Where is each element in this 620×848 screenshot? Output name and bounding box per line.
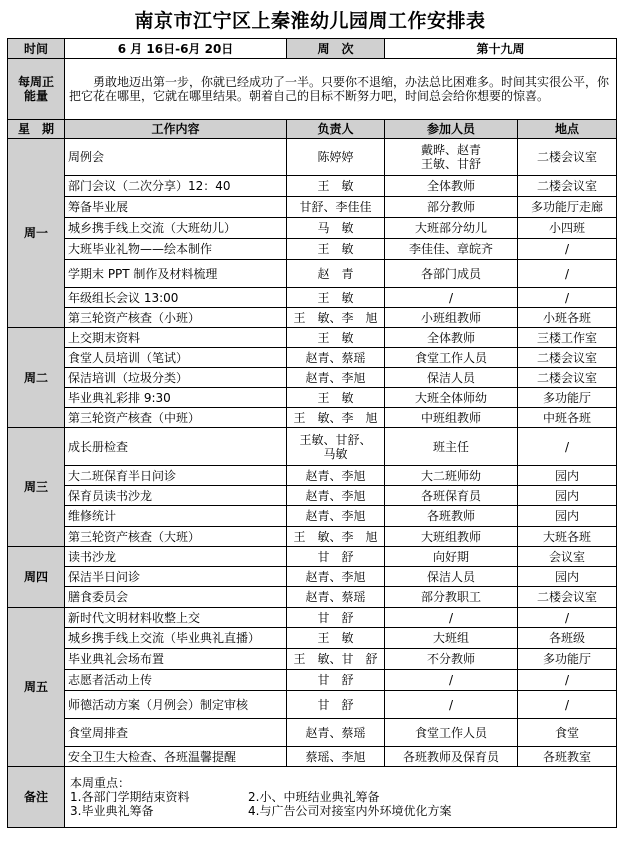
notes-row	[8, 767, 617, 828]
table-row	[8, 608, 617, 628]
table-row	[8, 308, 617, 328]
cell-text: 食堂工作人员	[414, 725, 487, 740]
col-owner: 负责人	[287, 120, 385, 139]
participants-cell	[385, 649, 518, 670]
location-cell: 多功能厅	[518, 388, 617, 408]
table-row	[8, 486, 617, 506]
cell-text: 全体教师	[426, 179, 475, 193]
participants-cell	[385, 428, 518, 466]
notes-line	[70, 804, 611, 818]
location-cell: 园内	[518, 506, 617, 527]
task-cell: 年级组长会议 13:00	[65, 288, 287, 308]
cell-text: 王 敏	[317, 242, 354, 256]
owner-cell	[287, 486, 385, 506]
table-row	[8, 649, 617, 670]
table-row	[8, 587, 617, 608]
table-row	[8, 719, 617, 747]
cell-text: 赵青、蔡瑶	[305, 590, 366, 604]
location-cell: /	[518, 288, 617, 308]
cell-text: /	[448, 610, 454, 625]
cell-text: 王 敏、李 旭	[293, 410, 378, 425]
task-cell: 城乡携手线上交流（大班幼儿）	[65, 218, 287, 239]
location-cell: /	[518, 691, 617, 719]
task-cell: 大二班保育半日问诊	[65, 466, 287, 486]
table-row	[8, 428, 617, 466]
cell-text: 戴晔、赵青 王敏、甘舒	[420, 143, 481, 171]
location-cell: 二楼会议室	[518, 348, 617, 368]
table-row	[8, 388, 617, 408]
task-cell: 成长册检查	[65, 428, 287, 466]
table-row	[8, 466, 617, 486]
cell-text: 赵青、蔡瑶	[305, 725, 366, 740]
owner-cell	[287, 466, 385, 486]
location-cell: 中班各班	[518, 408, 617, 428]
owner-cell	[287, 649, 385, 670]
notes-item: 3.毕业典礼筹备	[70, 804, 154, 818]
participants-cell	[385, 328, 518, 348]
owner-cell	[287, 628, 385, 649]
table-row	[8, 197, 617, 218]
owner-cell	[287, 308, 385, 328]
day-label: 周四	[8, 547, 65, 608]
notes-label: 备注	[8, 767, 65, 828]
location-cell: 园内	[518, 466, 617, 486]
participants-cell	[385, 527, 518, 547]
cell-text: 王 敏、李 旭	[293, 529, 378, 544]
task-cell: 周例会	[65, 139, 287, 176]
owner-cell	[287, 328, 385, 348]
location-cell: 二楼会议室	[518, 139, 617, 176]
schedule-table	[7, 38, 617, 828]
time-label: 时间	[8, 39, 65, 59]
cell-text: 各班教师	[426, 509, 475, 523]
owner-cell	[287, 288, 385, 308]
cell-text: 食堂工作人员	[414, 350, 487, 365]
participants-cell	[385, 486, 518, 506]
cell-text: 各部门成员	[420, 266, 481, 281]
notes-item: 2.小、中班结业典礼筹备	[248, 790, 380, 804]
owner-cell	[287, 139, 385, 176]
cell-text: 王 敏	[317, 290, 354, 305]
cell-text: 王敏、甘舒、 马敏	[299, 432, 372, 461]
owner-cell	[287, 239, 385, 260]
cell-text: 不分教师	[426, 652, 475, 666]
cell-text: 部分教职工	[420, 590, 481, 604]
owner-cell	[287, 348, 385, 368]
owner-cell	[287, 747, 385, 767]
task-cell: 保洁培训（垃圾分类）	[65, 368, 287, 388]
cell-text: 大二班师幼	[420, 468, 481, 483]
cell-text: 班主任	[432, 439, 469, 454]
task-cell: 上交期末资料	[65, 328, 287, 348]
location-cell: 园内	[518, 567, 617, 587]
location-cell: 各班教室	[518, 747, 617, 767]
table-row	[8, 368, 617, 388]
task-cell: 膳食委员会	[65, 587, 287, 608]
participants-cell	[385, 547, 518, 567]
owner-cell	[287, 388, 385, 408]
cell-text: 李佳佳、章皖齐	[408, 242, 493, 256]
notes-heading: 本周重点：	[70, 776, 131, 790]
day-label: 周三	[8, 428, 65, 547]
task-cell: 师德活动方案（月例会）制定审核	[65, 691, 287, 719]
participants-cell	[385, 466, 518, 486]
owner-cell	[287, 670, 385, 691]
location-cell: 各班级	[518, 628, 617, 649]
table-row	[8, 628, 617, 649]
cell-text: 中班组教师	[420, 410, 481, 425]
table-row	[8, 348, 617, 368]
participants-cell	[385, 218, 518, 239]
location-cell: 会议室	[518, 547, 617, 567]
owner-cell	[287, 527, 385, 547]
owner-cell	[287, 691, 385, 719]
location-cell: 大班各班	[518, 527, 617, 547]
table-row	[8, 218, 617, 239]
task-cell: 安全卫生大检查、各班温馨提醒	[65, 747, 287, 767]
location-cell: 小班各班	[518, 308, 617, 328]
task-cell: 学期末 PPT 制作及材料梳理	[65, 260, 287, 288]
table-row	[8, 260, 617, 288]
col-task: 工作内容	[65, 120, 287, 139]
participants-cell	[385, 260, 518, 288]
notes-line	[70, 790, 611, 804]
location-cell: 多功能厅	[518, 649, 617, 670]
task-cell: 保洁半日问诊	[65, 567, 287, 587]
location-cell: 多功能厅走廊	[518, 197, 617, 218]
table-row	[8, 567, 617, 587]
motto-text-cell	[65, 59, 617, 120]
participants-cell	[385, 139, 518, 176]
task-cell: 部门会议（二次分享）12：40	[65, 176, 287, 197]
table-row	[8, 328, 617, 348]
cell-text: 赵青、李旭	[305, 488, 366, 503]
task-cell: 毕业典礼会场布置	[65, 649, 287, 670]
cell-text: 甘 舒	[317, 673, 354, 687]
owner-cell	[287, 176, 385, 197]
location-cell: 食堂	[518, 719, 617, 747]
date-range: 6 月 16日-6月 20日	[65, 39, 287, 59]
owner-cell	[287, 547, 385, 567]
week-value: 第十九周	[385, 39, 617, 59]
page-title: 南京市江宁区上秦淮幼儿园周工作安排表	[134, 10, 486, 32]
table-row	[8, 506, 617, 527]
cell-text: 全体教师	[426, 330, 475, 345]
motto-label-line1: 每周正	[17, 75, 54, 89]
participants-cell	[385, 747, 518, 767]
cell-text: 赵 青	[317, 266, 354, 281]
participants-cell	[385, 587, 518, 608]
cell-text: /	[448, 697, 454, 712]
cell-text: 王 敏	[317, 179, 354, 193]
cell-text: 大班组教师	[420, 529, 481, 544]
participants-cell	[385, 176, 518, 197]
participants-cell	[385, 239, 518, 260]
table-row	[8, 547, 617, 567]
cell-text: 大班部分幼儿	[414, 221, 487, 235]
task-cell: 保育员读书沙龙	[65, 486, 287, 506]
location-cell: 小四班	[518, 218, 617, 239]
participants-cell	[385, 506, 518, 527]
participants-cell	[385, 628, 518, 649]
cell-text: 各班保育员	[420, 488, 481, 503]
location-cell: /	[518, 670, 617, 691]
table-row	[8, 408, 617, 428]
table-row	[8, 691, 617, 719]
location-cell: 二楼会议室	[518, 368, 617, 388]
location-cell: 园内	[518, 486, 617, 506]
day-label: 周一	[8, 139, 65, 328]
table-row	[8, 176, 617, 197]
participants-cell	[385, 388, 518, 408]
motto-label	[8, 59, 65, 120]
cell-text: 甘舒、李佳佳	[299, 200, 372, 214]
cell-text: 保洁人员	[426, 370, 475, 385]
cell-text: 蔡瑶、李旭	[305, 749, 366, 764]
cell-text: 赵青、李旭	[305, 569, 366, 584]
owner-cell	[287, 567, 385, 587]
task-cell: 第三轮资产核查（小班）	[65, 308, 287, 328]
cell-text: 王 敏、甘 舒	[293, 652, 378, 666]
motto-row	[8, 59, 617, 120]
day-label: 周二	[8, 328, 65, 428]
location-cell: /	[518, 428, 617, 466]
notes-item: 1.各部门学期结束资料	[70, 790, 190, 804]
col-participants: 参加人员	[385, 120, 518, 139]
cell-text: 保洁人员	[426, 569, 475, 584]
table-row	[8, 288, 617, 308]
day-label: 周五	[8, 608, 65, 767]
cell-text: 小班组教师	[420, 310, 481, 325]
cell-text: 大班全体师幼	[414, 390, 487, 405]
cell-text: 赵青、李旭	[305, 468, 366, 483]
participants-cell	[385, 308, 518, 328]
owner-cell	[287, 506, 385, 527]
col-location: 地点	[518, 120, 617, 139]
table-row	[8, 747, 617, 767]
week-label: 周 次	[287, 39, 385, 59]
notes-item: 4.与广告公司对接室内外环境优化方案	[248, 804, 452, 818]
cell-text: 王 敏	[317, 631, 354, 645]
owner-cell	[287, 408, 385, 428]
cell-text: 王 敏、李 旭	[293, 310, 378, 325]
participants-cell	[385, 288, 518, 308]
cell-text: 向好期	[432, 549, 469, 564]
participants-cell	[385, 348, 518, 368]
task-cell: 第三轮资产核查（大班）	[65, 527, 287, 547]
owner-cell	[287, 719, 385, 747]
task-cell: 城乡携手线上交流（毕业典礼直播）	[65, 628, 287, 649]
location-cell: 二楼会议室	[518, 587, 617, 608]
task-cell: 食堂周排查	[65, 719, 287, 747]
task-cell: 第三轮资产核查（中班）	[65, 408, 287, 428]
task-cell: 大班毕业礼物——绘本制作	[65, 239, 287, 260]
notes-content	[65, 767, 617, 828]
owner-cell	[287, 218, 385, 239]
schedule-body	[8, 39, 617, 828]
participants-cell	[385, 368, 518, 388]
header-row	[8, 39, 617, 59]
location-cell: /	[518, 260, 617, 288]
owner-cell	[287, 608, 385, 628]
motto-label-line2: 能量	[23, 89, 48, 103]
participants-cell	[385, 670, 518, 691]
motto-text: 勇敢地迈出第一步，你就已经成功了一半。只要你不退缩，办法总比困难多。时间其实很公平，你把它花在哪里，它就在哪里结果。朝着自己的目标不断努力吧，时间总会给你想要的惊喜。	[69, 75, 610, 103]
cell-text: 甘 舒	[317, 697, 354, 712]
task-cell: 筹备毕业展	[65, 197, 287, 218]
owner-cell	[287, 428, 385, 466]
cell-text: /	[448, 290, 454, 305]
cell-text: 赵青、李旭	[305, 370, 366, 385]
table-row	[8, 139, 617, 176]
cell-text: 各班教师及保育员	[402, 749, 499, 764]
location-cell: /	[518, 239, 617, 260]
column-header-row	[8, 120, 617, 139]
task-cell: 志愿者活动上传	[65, 670, 287, 691]
participants-cell	[385, 408, 518, 428]
owner-cell	[287, 260, 385, 288]
owner-cell	[287, 587, 385, 608]
cell-text: 陈婷婷	[317, 150, 354, 164]
cell-text: 王 敏	[317, 330, 354, 345]
participants-cell	[385, 691, 518, 719]
cell-text: /	[448, 673, 454, 687]
cell-text: 部分教师	[426, 200, 475, 214]
task-cell: 读书沙龙	[65, 547, 287, 567]
cell-text: 甘 舒	[317, 549, 354, 564]
task-cell: 维修统计	[65, 506, 287, 527]
cell-text: 甘 舒	[317, 610, 354, 625]
table-row	[8, 239, 617, 260]
cell-text: 马 敏	[317, 221, 354, 235]
participants-cell	[385, 197, 518, 218]
cell-text: 赵青、李旭	[305, 509, 366, 523]
participants-cell	[385, 567, 518, 587]
owner-cell	[287, 197, 385, 218]
participants-cell	[385, 608, 518, 628]
cell-text: 大班组	[432, 631, 469, 645]
col-day: 星 期	[8, 120, 65, 139]
table-row	[8, 670, 617, 691]
task-cell: 食堂人员培训（笔试）	[65, 348, 287, 368]
task-cell: 新时代文明材料收整上交	[65, 608, 287, 628]
owner-cell	[287, 368, 385, 388]
cell-text: 赵青、蔡瑶	[305, 350, 366, 365]
cell-text: 王 敏	[317, 390, 354, 405]
location-cell: 二楼会议室	[518, 176, 617, 197]
table-row	[8, 527, 617, 547]
task-cell: 毕业典礼彩排 9:30	[65, 388, 287, 408]
location-cell: 三楼工作室	[518, 328, 617, 348]
location-cell: /	[518, 608, 617, 628]
participants-cell	[385, 719, 518, 747]
